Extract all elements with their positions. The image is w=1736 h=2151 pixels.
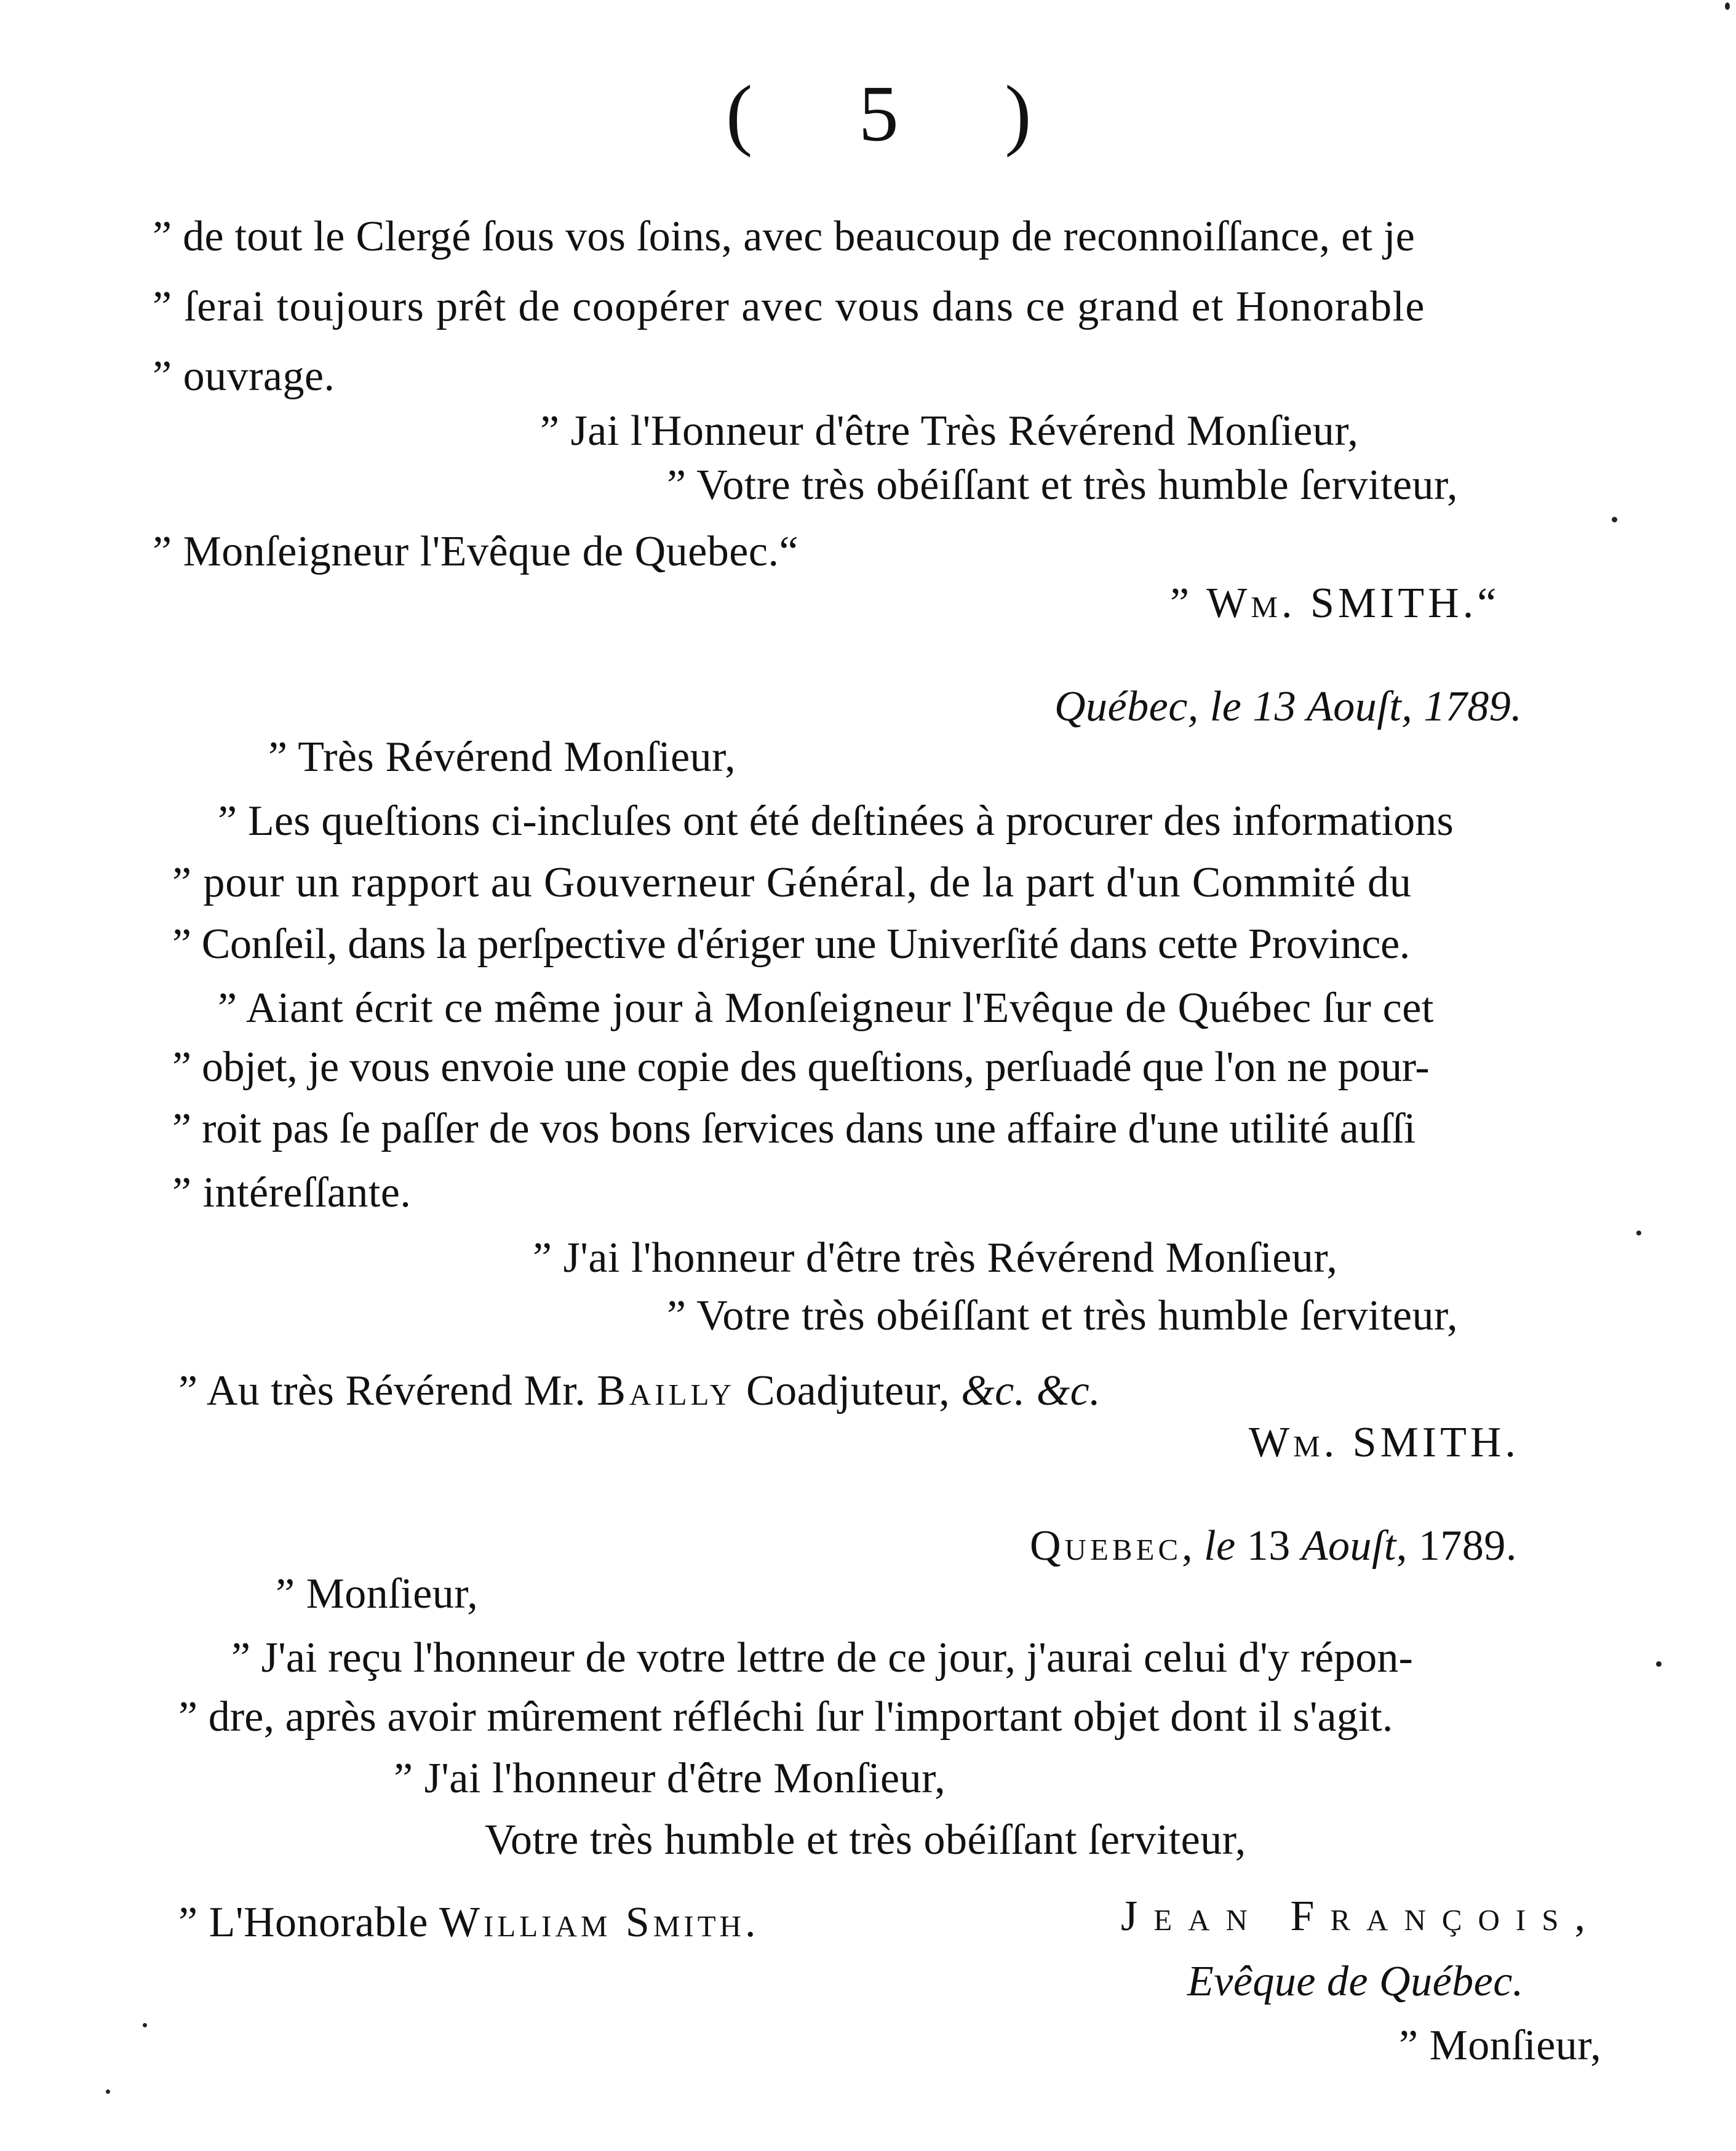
addressee-line: ” Monſeigneur l'Evêque de Quebec.“ (153, 528, 799, 575)
addressee-etc: &c. &c. (961, 1367, 1101, 1415)
date-text: , (1182, 1522, 1204, 1570)
body-line: ” ouvrage. (153, 353, 335, 400)
body-line: ” J'ai reçu l'honneur de votre lettre de ce jour, j'aurai celui d'y répon- (231, 1634, 1413, 1682)
date-line (1030, 1522, 1517, 1570)
salutation: ” Monſieur, (276, 1570, 479, 1618)
body-line: ” intéreſſante. (172, 1169, 412, 1216)
scan-speck (1725, 2, 1730, 10)
page-number: ( 5 ) (726, 70, 1075, 158)
closing-line: Votre très humble et très obéiſſant ſerviteur, (485, 1816, 1246, 1864)
closing-line: ” Votre très obéiſſant et très humble ſerviteur, (667, 461, 1459, 509)
closing-line: ” Jai l'Honneur d'être Très Révérend Monſieur, (540, 407, 1359, 455)
addressee-prefix: ” Au très Révérend Mr. (178, 1367, 597, 1415)
signature: Wm. SMITH. (1249, 1419, 1519, 1466)
date-year: , 1789. (1396, 1522, 1517, 1570)
salutation: ” Très Révérend Monſieur, (268, 733, 736, 781)
addressee-name: William Smith. (439, 1899, 760, 1946)
date-text: , le 13 (1187, 683, 1307, 730)
body-line: ” roit pas ſe paſſer de vos bons ſervices dans une affaire d'une utilité auſſi (172, 1105, 1416, 1152)
date-month: Aouſt (1307, 683, 1402, 730)
date-month: Aouſt (1301, 1522, 1396, 1570)
body-line: ” pour un rapport au Gouverneur Général, de la part d'un Commité du (172, 859, 1412, 906)
date-day: 13 (1235, 1522, 1302, 1570)
signature: ” Wm. SMITH.“ (1170, 580, 1500, 627)
addressee-prefix: ” L'Honorable (178, 1899, 439, 1946)
date-year: , 1789. (1401, 683, 1523, 730)
scan-speck (1612, 517, 1617, 522)
addressee-name: Bailly (597, 1367, 735, 1415)
body-line: ” de tout le Clergé ſous vos ſoins, avec beaucoup de reconnoiſſance, et je (153, 213, 1415, 260)
date-line (1054, 685, 1522, 728)
body-line: ” Conſeil, dans la perſpective d'ériger une Univerſité dans cette Province. (172, 920, 1410, 968)
body-line: ” objet, je vous envoie une copie des queſtions, perſuadé que l'on ne pour- (172, 1044, 1430, 1091)
body-line: ” ſerai toujours prêt de coopérer avec vous dans ce grand et Honorable (153, 283, 1425, 330)
closing-line: ” J'ai l'honneur d'être Monſieur, (394, 1755, 946, 1802)
body-line: ” Aiant écrit ce même jour à Monſeigneur l'Evêque de Québec ſur cet (218, 984, 1434, 1032)
date-place: Quebec (1030, 1522, 1182, 1570)
addressee-suffix: Coadjuteur, (735, 1367, 962, 1415)
scan-speck (1636, 1231, 1641, 1235)
addressee-line (178, 1901, 760, 1944)
date-place: Québec (1054, 683, 1188, 730)
signature: Jean François, (1121, 1893, 1601, 1940)
signature-title: Evêque de Québec. (1187, 1958, 1524, 2005)
body-line: ” Les queſtions ci-incluſes ont été deſtinées à procurer des informations (218, 797, 1454, 845)
closing-line: ” Votre très obéiſſant et très humble ſerviteur, (667, 1292, 1459, 1339)
date-le: le (1204, 1522, 1236, 1570)
scan-speck (1656, 1661, 1662, 1667)
closing-line: ” J'ai l'honneur d'être très Révérend Monſieur, (533, 1234, 1338, 1282)
addressee-line (178, 1367, 1101, 1415)
scan-speck (143, 2023, 147, 2027)
body-line: ” dre, après avoir mûrement réfléchi ſur l'important objet dont il s'agit. (178, 1693, 1393, 1741)
scan-speck (106, 2089, 110, 2094)
catchword: ” Monſieur, (1399, 2022, 1602, 2069)
